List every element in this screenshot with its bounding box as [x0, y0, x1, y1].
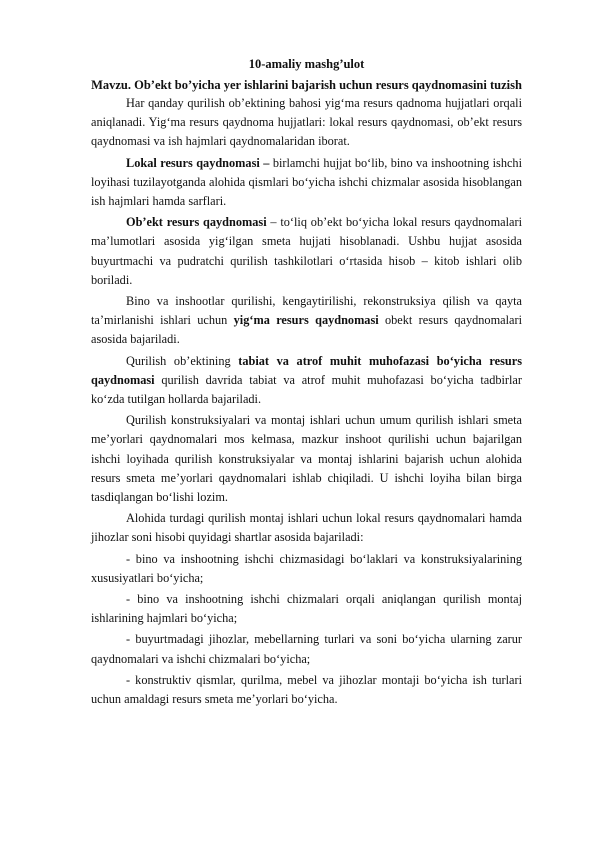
- paragraph-text: obekt resurs qaydnomalari asosida bajariladi.: [91, 313, 522, 347]
- paragraph-text: – to‘liq ob’ekt bo‘yicha lokal resurs qaydnomalari ma’lumotlari asosida yig‘ilgan smeta hujjati hisoblanadi. Ushbu hujjat asosida buyurtmachi va pudratchi qurilish tashkilotlari o‘rtasida hisob – kitob ishlari olib boriladi.: [91, 215, 522, 287]
- term-object-resource: Ob’ekt resurs qaydnomasi: [126, 215, 267, 230]
- paragraph-text: - buyurtmadagi jihozlar, mebellarning turlari va soni bo‘yicha ularning zarur qaydnomalari va ishchi chizmalari bo‘yicha;: [91, 632, 522, 666]
- paragraph-conditions-intro: [91, 509, 522, 547]
- paragraph-text: Qurilish konstruksiyalari va montaj ishlari uchun umum qurilish ishlari smeta me’yorlari qaydnomalari mos kelmasa, mazkur inshoot qurilishi uchun bajarilgan ishchi loyihada qurilish konstruksiyalar va montaj ishlarini bajarish uchun alohida resurs smeta me’yorlari qaydnomalari ishlab chiqiladi. U ishchi loyiha bilan birga tasdiqlangan bo‘lishi lozim.: [91, 413, 522, 505]
- paragraph-text: - bino va inshootning ishchi chizmasidagi bo‘laklari va konstruksiyalarining xususiyatlari bo‘yicha;: [91, 551, 522, 585]
- list-item: [91, 671, 522, 709]
- term-summary-resource: yig‘ma resurs qaydnomasi: [233, 313, 379, 328]
- list-item: [91, 590, 522, 628]
- term-environment-resource: tabiat va atrof muhit muhofazasi bo‘yicha resurs qaydnomasi: [91, 353, 522, 387]
- list-item: [91, 630, 522, 668]
- paragraph-text: - bino va inshootning ishchi chizmalari orqali aniqlangan qurilish montaj ishlarining hajmlari bo‘yicha;: [91, 592, 522, 626]
- paragraph-text: Qurilish ob’ektining: [126, 353, 239, 368]
- paragraph-text: - konstruktiv qismlar, qurilma, mebel va jihozlar montaji bo‘yicha ish turlari uchun amaldagi resurs smeta me’yorlari bo‘yicha.: [91, 672, 522, 707]
- paragraph-object-resource: [91, 213, 522, 290]
- lesson-title: 10-amaliy mashg’ulot: [248, 57, 365, 71]
- paragraph-intro: [91, 94, 522, 152]
- paragraph-text: Alohida turdagi qurilish montaj ishlari uchun lokal resurs qaydnomalari hamda jihozlar soni hisobi quyidagi shartlar asosida bajariladi:: [91, 511, 522, 545]
- list-item: [91, 550, 522, 588]
- paragraph-text: Har qanday qurilish ob’ektining bahosi yig‘ma resurs qadnoma hujjatlari orqali aniqlanadi. Yig‘ma resurs qaydnoma hujjatlari: lokal resurs qaydnomasi, ob’ekt resurs qaydnomasi va ish hajmlari qaydnomalaridan iborat.: [91, 96, 522, 149]
- paragraph-construction: [91, 411, 522, 507]
- paragraph-text: qurilish davrida tabiat va atrof muhit muhofazasi bo‘yicha tadbirlar ko‘zda tutilgan hollarda bajariladi.: [91, 372, 522, 407]
- topic-title: Mavzu. Ob’ekt bo’yicha yer ishlarini bajarish uchun resurs qaydnomasini tuzish: [91, 78, 522, 92]
- term-local-resource: Lokal resurs qaydnomasi –: [126, 155, 270, 170]
- paragraph-text: birlamchi hujjat bo‘lib, bino va inshootning ishchi loyihasi tuzilayotganda alohida qismlari bo‘yicha ishchi chizmalar asosida hisoblangan ish hajmlari hamda sarflari.: [91, 155, 522, 209]
- document-body: [91, 54, 522, 711]
- paragraph-text: Bino va inshootlar qurilishi, kengaytirilishi, rekonstruksiya qilish va qayta ta’mirlanishi ishlari uchun: [91, 294, 522, 328]
- paragraph-local-resource: [91, 154, 522, 212]
- paragraph-environment-resource: [91, 352, 522, 410]
- paragraph-summary-resource: [91, 292, 522, 350]
